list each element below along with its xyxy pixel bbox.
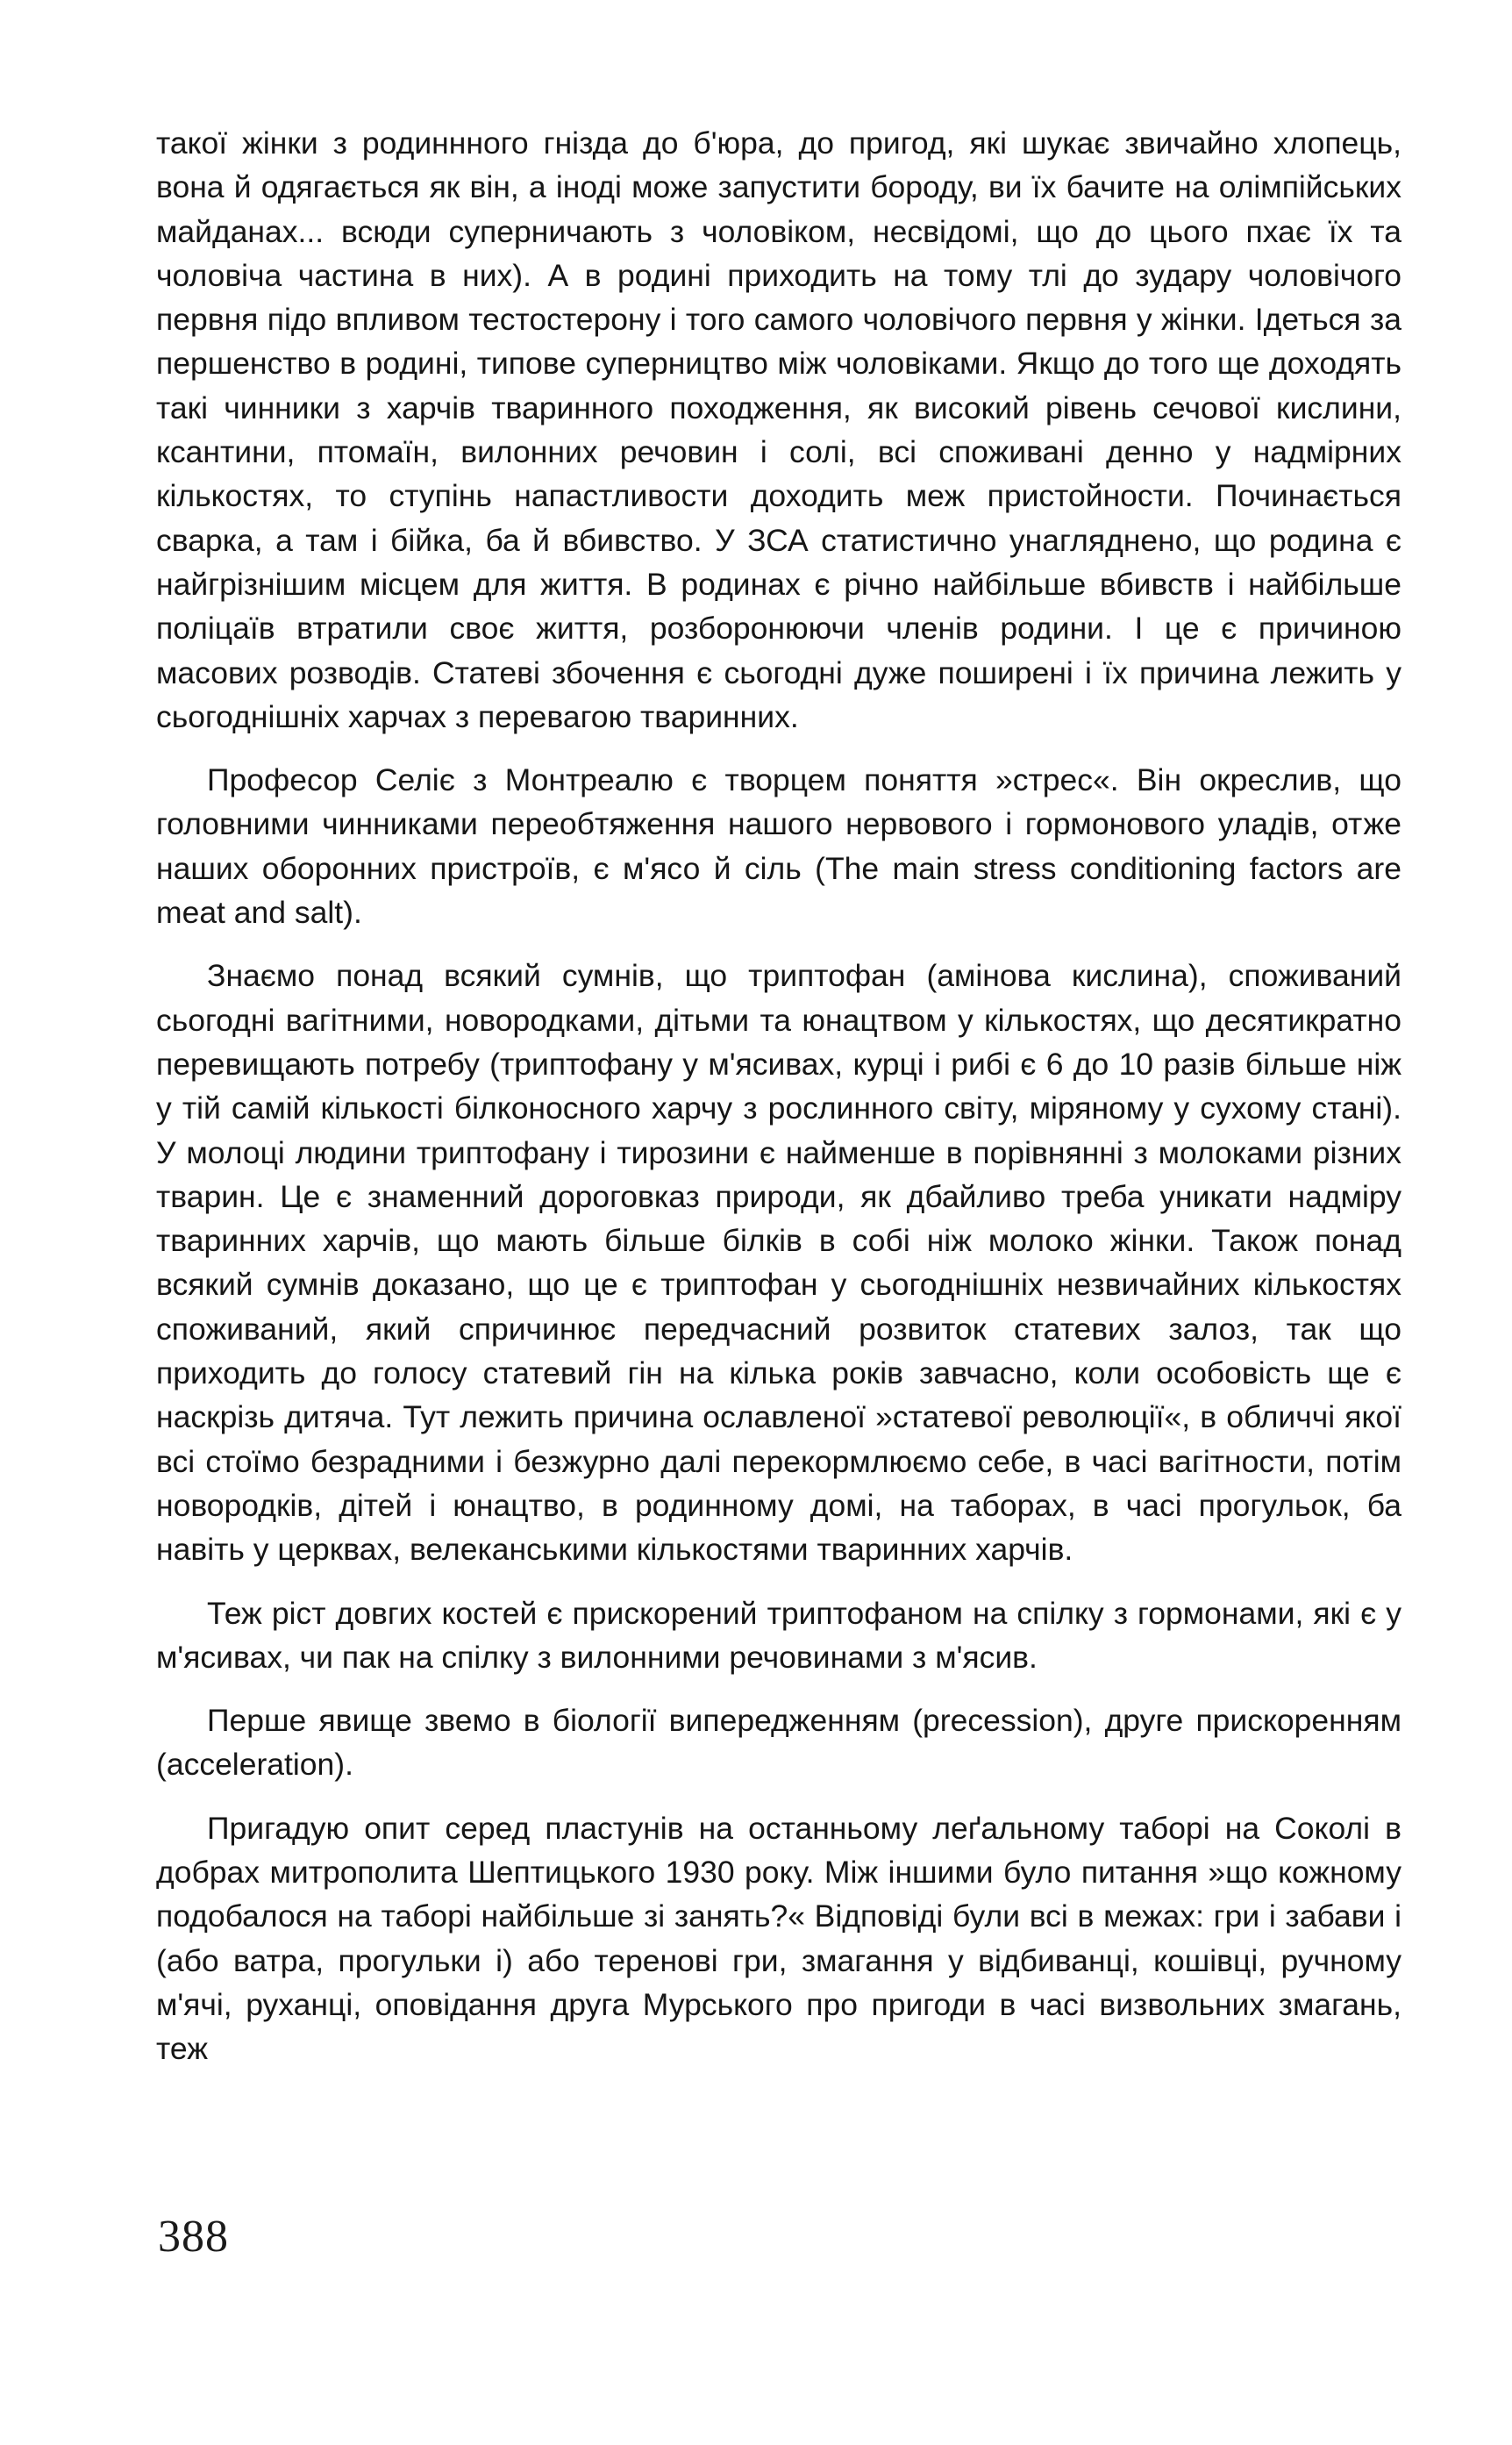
body-text [156,121,1401,2070]
paragraph-6: Пригадую опит серед пластунів на останньому леґальному таборі на Соколі в добрах митрополита Шептицького 1930 року. Між іншими було питання »що кожному подобалося на таборі найбільше зі занять?« Відповіді були всі в межах: гри і забави і (або ватра, прогульки і) або теренові гри, змагання у відбиванці, кошівці, ручному м'ячі, руханці, оповідання друга Мурського про пригоди в часі визвольних змагань, теж [156,1810,1401,2067]
paragraph-2: Професор Селіє з Монтреалю є творцем поняття »стрес«. Він окреслив, що головними чинниками переобтяження нашого нервового і гормонового уладів, отже наших оборонних пристроїв, є м'ясо й сіль (The main stress conditioning factors are meat and salt). [156,762,1401,931]
paragraph-3: Знаємо понад всякий сумнів, що триптофан (амінова кислина), споживаний сьогодні вагітними, новородками, дітьми та юнацтвом у кількостях, що десятикратно перевищають потребу (триптофану у м'ясивах, курці і рибі є 6 до 10 разів більше ніж у тій самій кількості білконосного харчу з рослинного світу, міряному у сухому стані). У молоці людини триптофану і тирозини є найменше в порівнянні з молоками різних тварин. Це є знаменний дороговказ природи, як дбайливо треба уникати надміру тваринних харчів, що мають більше білків в собі ніж молоко жінки. Також понад всякий сумнів доказано, що це є триптофан у сьогоднішніх незвичайних кількостях споживаний, який спричинює передчасний розвиток статевих залоз, так що приходить до голосу статевий гін на кілька років завчасно, коли особовість ще є наскрізь дитяча. Тут лежить причина ославленої »статевої революції«, в обличчі якої всі стоїмо безрадними і безжурно далі перекормлюємо себе, в часі вагітности, потім новородків, дітей і юнацтво, в родинному домі, на таборах, в часі прогульок, ба навіть у церквах, велеканськими кількостями тваринних харчів. [156,958,1401,1568]
paragraph-5: Перше явище звемо в біології випередженням (precession), друге прискоренням (acceleration). [156,1703,1401,1783]
paragraph-1: такої жінки з родинннoго гнізда до б'юра, до пригод, які шукає звичайно хлопець, вона й одягається як він, а іноді може запустити бороду, ви їх бачите на олімпійських майданах... всюди суперничають з чоловіком, несвідомі, що до цього пхає їх та чоловіча частина в них). А в родині приходить на тому тлі до зудару чоловічого первня підо впливом тестостерону і того самого чоловічого первня у жінки. Ідеться за першенство в родині, типове суперництво між чоловіками. Якщо до того ще доходять такі чинники з харчів тваринного походження, як високий рівень сечової кислини, ксантини, птомаїн, вилонних речовин і солі, всі споживані денно у надмірних кількостях, то ступінь напастливости доходить меж пристойности. Починається сварка, а там і бійка, ба й вбивство. У ЗСА статистично унагляднено, що родина є найгрізнішим місцем для життя. В родинах є річно найбільше вбивств і найбільше поліцаїв втратили своє життя, розборонюючи членів родини. І це є причиною масових розводів. Статеві збочення є сьогодні дуже поширені і їх причина лежить у сьогоднішніх харчах з перевагою тваринних. [156,125,1401,734]
page-number: 388 [158,2212,229,2262]
paragraph-4: Теж ріст довгих костей є прискорений триптофаном на спілку з гормонами, які є у м'ясивах, чи пак на спілку з вилонними речовинами з м'ясив. [156,1595,1401,1675]
